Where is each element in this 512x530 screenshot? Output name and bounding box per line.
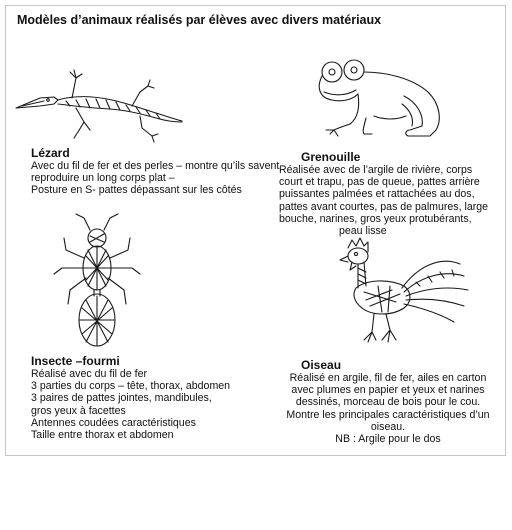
description-line: Montre les principales caractéristiques d’un (286, 408, 490, 421)
animal-description (272, 372, 504, 445)
description-line: Réalisée avec de l’argile de rivière, corps (279, 164, 473, 176)
description-line: 3 paires de pattes jointes, mandibules, (31, 392, 212, 405)
animal-description (279, 164, 488, 237)
description-line: puissantes palmées et rattachées au dos, (279, 188, 475, 201)
description-line: reproduire un long corps plat – (31, 172, 175, 185)
description-line: oiseau. (370, 420, 406, 433)
animal-name: Grenouille (301, 150, 361, 164)
description-line: Réalisé en argile, fil de fer, ailes en carton (289, 372, 487, 384)
description-line: peau lisse (339, 225, 387, 238)
page-title: Modèles d’animaux réalisés par élèves avec divers matériaux (17, 13, 382, 27)
description-line: avec plumes en papier et yeux et narines (291, 384, 485, 397)
description-line: NB : Argile pour le dos (335, 433, 441, 446)
animal-description (31, 160, 279, 197)
animal-name: Insecte –fourmi (31, 354, 120, 368)
description-line: Avec du fil de fer et des perles – montre qu’ils savent (31, 160, 280, 172)
animal-description (31, 368, 230, 441)
lizard-drawing (14, 64, 184, 144)
animal-name: Oiseau (301, 358, 342, 372)
frog-drawing (312, 58, 452, 140)
description-line: bouche, narines, gros yeux protubérants, (279, 212, 472, 225)
description-line: Antennes coudées caractéristiques (31, 416, 196, 429)
description-line: dessinés, morceau de bois pour le cou. (295, 396, 481, 409)
ant-drawing (44, 208, 154, 358)
description-line: pattes avant courtes, pas de palmures, large (279, 200, 489, 213)
description-line: Posture en S- pattes dépassant sur les côtés (31, 184, 242, 197)
description-line: Taille entre thorax et abdomen (31, 429, 174, 442)
description-line: Réalisé avec du fil de fer (31, 368, 148, 380)
animal-name: Lézard (31, 146, 70, 160)
description-line: court et trapu, pas de queue, pattes arrière (279, 176, 480, 189)
description-line: 3 parties du corps – tête, thorax, abdomen (31, 380, 231, 393)
bird-drawing (336, 236, 476, 348)
description-line: gros yeux à facettes (31, 404, 126, 417)
